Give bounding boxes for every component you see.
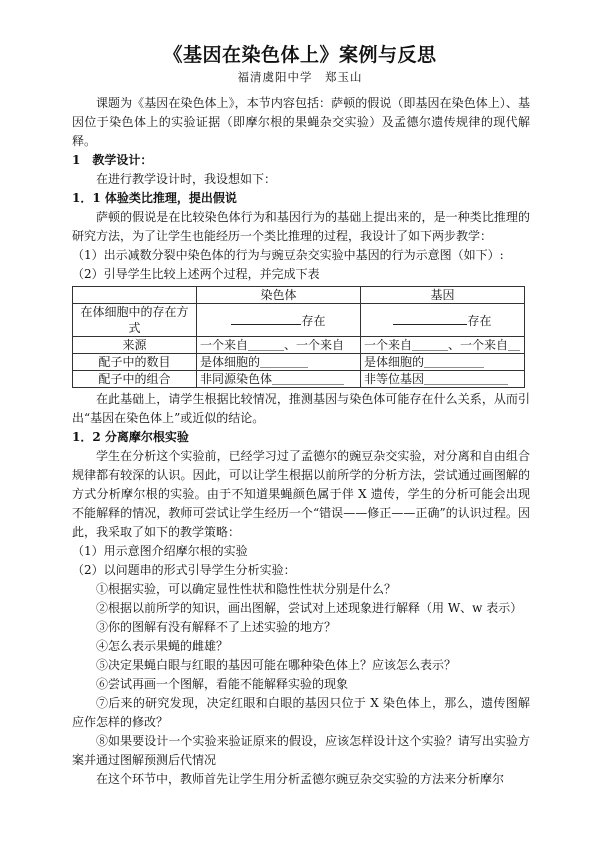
table-cell-gene	[361, 304, 525, 337]
list-item: （2）以问题串的形式引导学生分析实验：	[72, 563, 296, 577]
table-cell-gene: 是体细胞的＿＿＿＿＿	[361, 354, 525, 371]
section-1-heading: 1 教学设计：	[72, 153, 153, 167]
table-cell-chromosome	[197, 304, 361, 337]
question-item: ⑧如果要设计一个实验来验证原来的假设，应该怎样设计这个实验？请写出实验方案并通过图解预测后代情况	[72, 734, 530, 767]
table-header-row	[73, 287, 525, 304]
table-row-label: 配子中的数目	[73, 354, 197, 371]
table-row	[73, 354, 525, 371]
cell-text: 存在	[301, 313, 326, 328]
table-cell-gene: 一个来自＿＿＿、一个来自＿	[361, 337, 525, 354]
table-header-cell: 染色体	[197, 287, 361, 304]
table-row	[73, 371, 525, 388]
closing-paragraph: 在这个环节中，教师首先让学生用分析孟德尔豌豆杂交实验的方法来分析摩尔	[96, 772, 505, 786]
table-row-label: 来源	[73, 337, 197, 354]
section-1-1-heading: 1．1 体验类比推理，提出假说	[72, 191, 237, 205]
document-body	[72, 94, 530, 789]
question-item: ⑤决定果蝇白眼与红眼的基因可能在哪种染色体上？应该怎么表示？	[96, 658, 457, 672]
table-row-label: 在体细胞中的存在方式	[73, 304, 197, 337]
table-row	[73, 304, 525, 337]
section-1-2-heading: 1．2 分离摩尔根实验	[72, 430, 189, 444]
fill-blank[interactable]	[393, 312, 467, 325]
after-table-paragraph: 在此基础上，请学生根据比较情况，推测基因与染色体可能存在什么关系，从而引出“基因在染色体上”或近似的结论。	[72, 392, 530, 425]
fill-blank[interactable]	[231, 312, 301, 325]
table-cell-chromosome: 非同源染色体＿＿＿＿＿＿	[197, 371, 361, 388]
table-header-cell: 基因	[361, 287, 525, 304]
table-header-cell	[73, 287, 197, 304]
table-cell-chromosome: 是体细胞的＿＿＿＿	[197, 354, 361, 371]
intro-paragraph: 课题为《基因在染色体上》，本节内容包括：萨顿的假说（即基因在染色体上）、基因位于染色体上的实验证据（即摩尔根的果蝇杂交实验）及孟德尔遗传规律的现代解释。	[72, 96, 530, 148]
cell-text: 存在	[467, 313, 492, 328]
table-row	[73, 337, 525, 354]
section-1-text: 在进行教学设计时，我设想如下：	[96, 172, 277, 186]
question-item: ③你的图解有没有解释不了上述实验的地方？	[96, 620, 337, 634]
question-item: ②根据以前所学的知识，画出图解，尝试对上述现象进行解释（用 W、w 表示）	[96, 601, 523, 615]
comparison-table	[72, 286, 525, 388]
list-item: （1）用示意图介绍摩尔根的实验	[72, 544, 248, 558]
section-1-2-paragraph: 学生在分析这个实验前，已经学习过了孟德尔的豌豆杂交实验，对分离和自由组合规律都有较深的认识。因此，可以让学生根据以前所学的分析方法，尝试通过画图解的方式分析摩尔根的实验。由于不知道果蝇颜色属于伴 X 遗传，学生的分析可能会出现不能解释的情况，教师可尝试让学生经历一个“错误——修正——正确”的认识过程。因此，我采取了如下的教学策略：	[72, 449, 530, 539]
question-item: ⑦后来的研究发现，决定红眼和白眼的基因只位于 X 染色体上，那么，遗传图解应作怎样的修改？	[72, 696, 530, 729]
question-item: ④怎么表示果蝇的雌雄？	[96, 639, 229, 653]
question-item: ⑥尝试再画一个图解，看能不能解释实验的现象	[96, 677, 349, 691]
step-1-text: （1）出示减数分裂中染色体的行为与豌豆杂交实验中基因的行为示意图（如下）:	[72, 248, 504, 262]
question-item: ①根据实验，可以确定显性性状和隐性性状分别是什么？	[96, 582, 397, 596]
section-1-1-paragraph: 萨顿的假说是在比较染色体行为和基因行为的基础上提出来的，是一种类比推理的研究方法，为了让学生也能经历一个类比推理的过程，我设计了如下两步教学：	[72, 210, 530, 243]
step-2-text: （2）引导学生比较上述两个过程，并完成下表	[72, 267, 320, 281]
author-byline: 福清虞阳中学 郑玉山	[237, 70, 363, 84]
table-cell-chromosome: 一个来自＿＿＿、一个来自	[197, 337, 361, 354]
table-row-label: 配子中的组合	[73, 371, 197, 388]
document-title: 《基因在染色体上》案例与反思	[163, 44, 437, 66]
table-cell-gene: 非等位基因＿＿＿＿＿＿＿	[361, 371, 525, 388]
